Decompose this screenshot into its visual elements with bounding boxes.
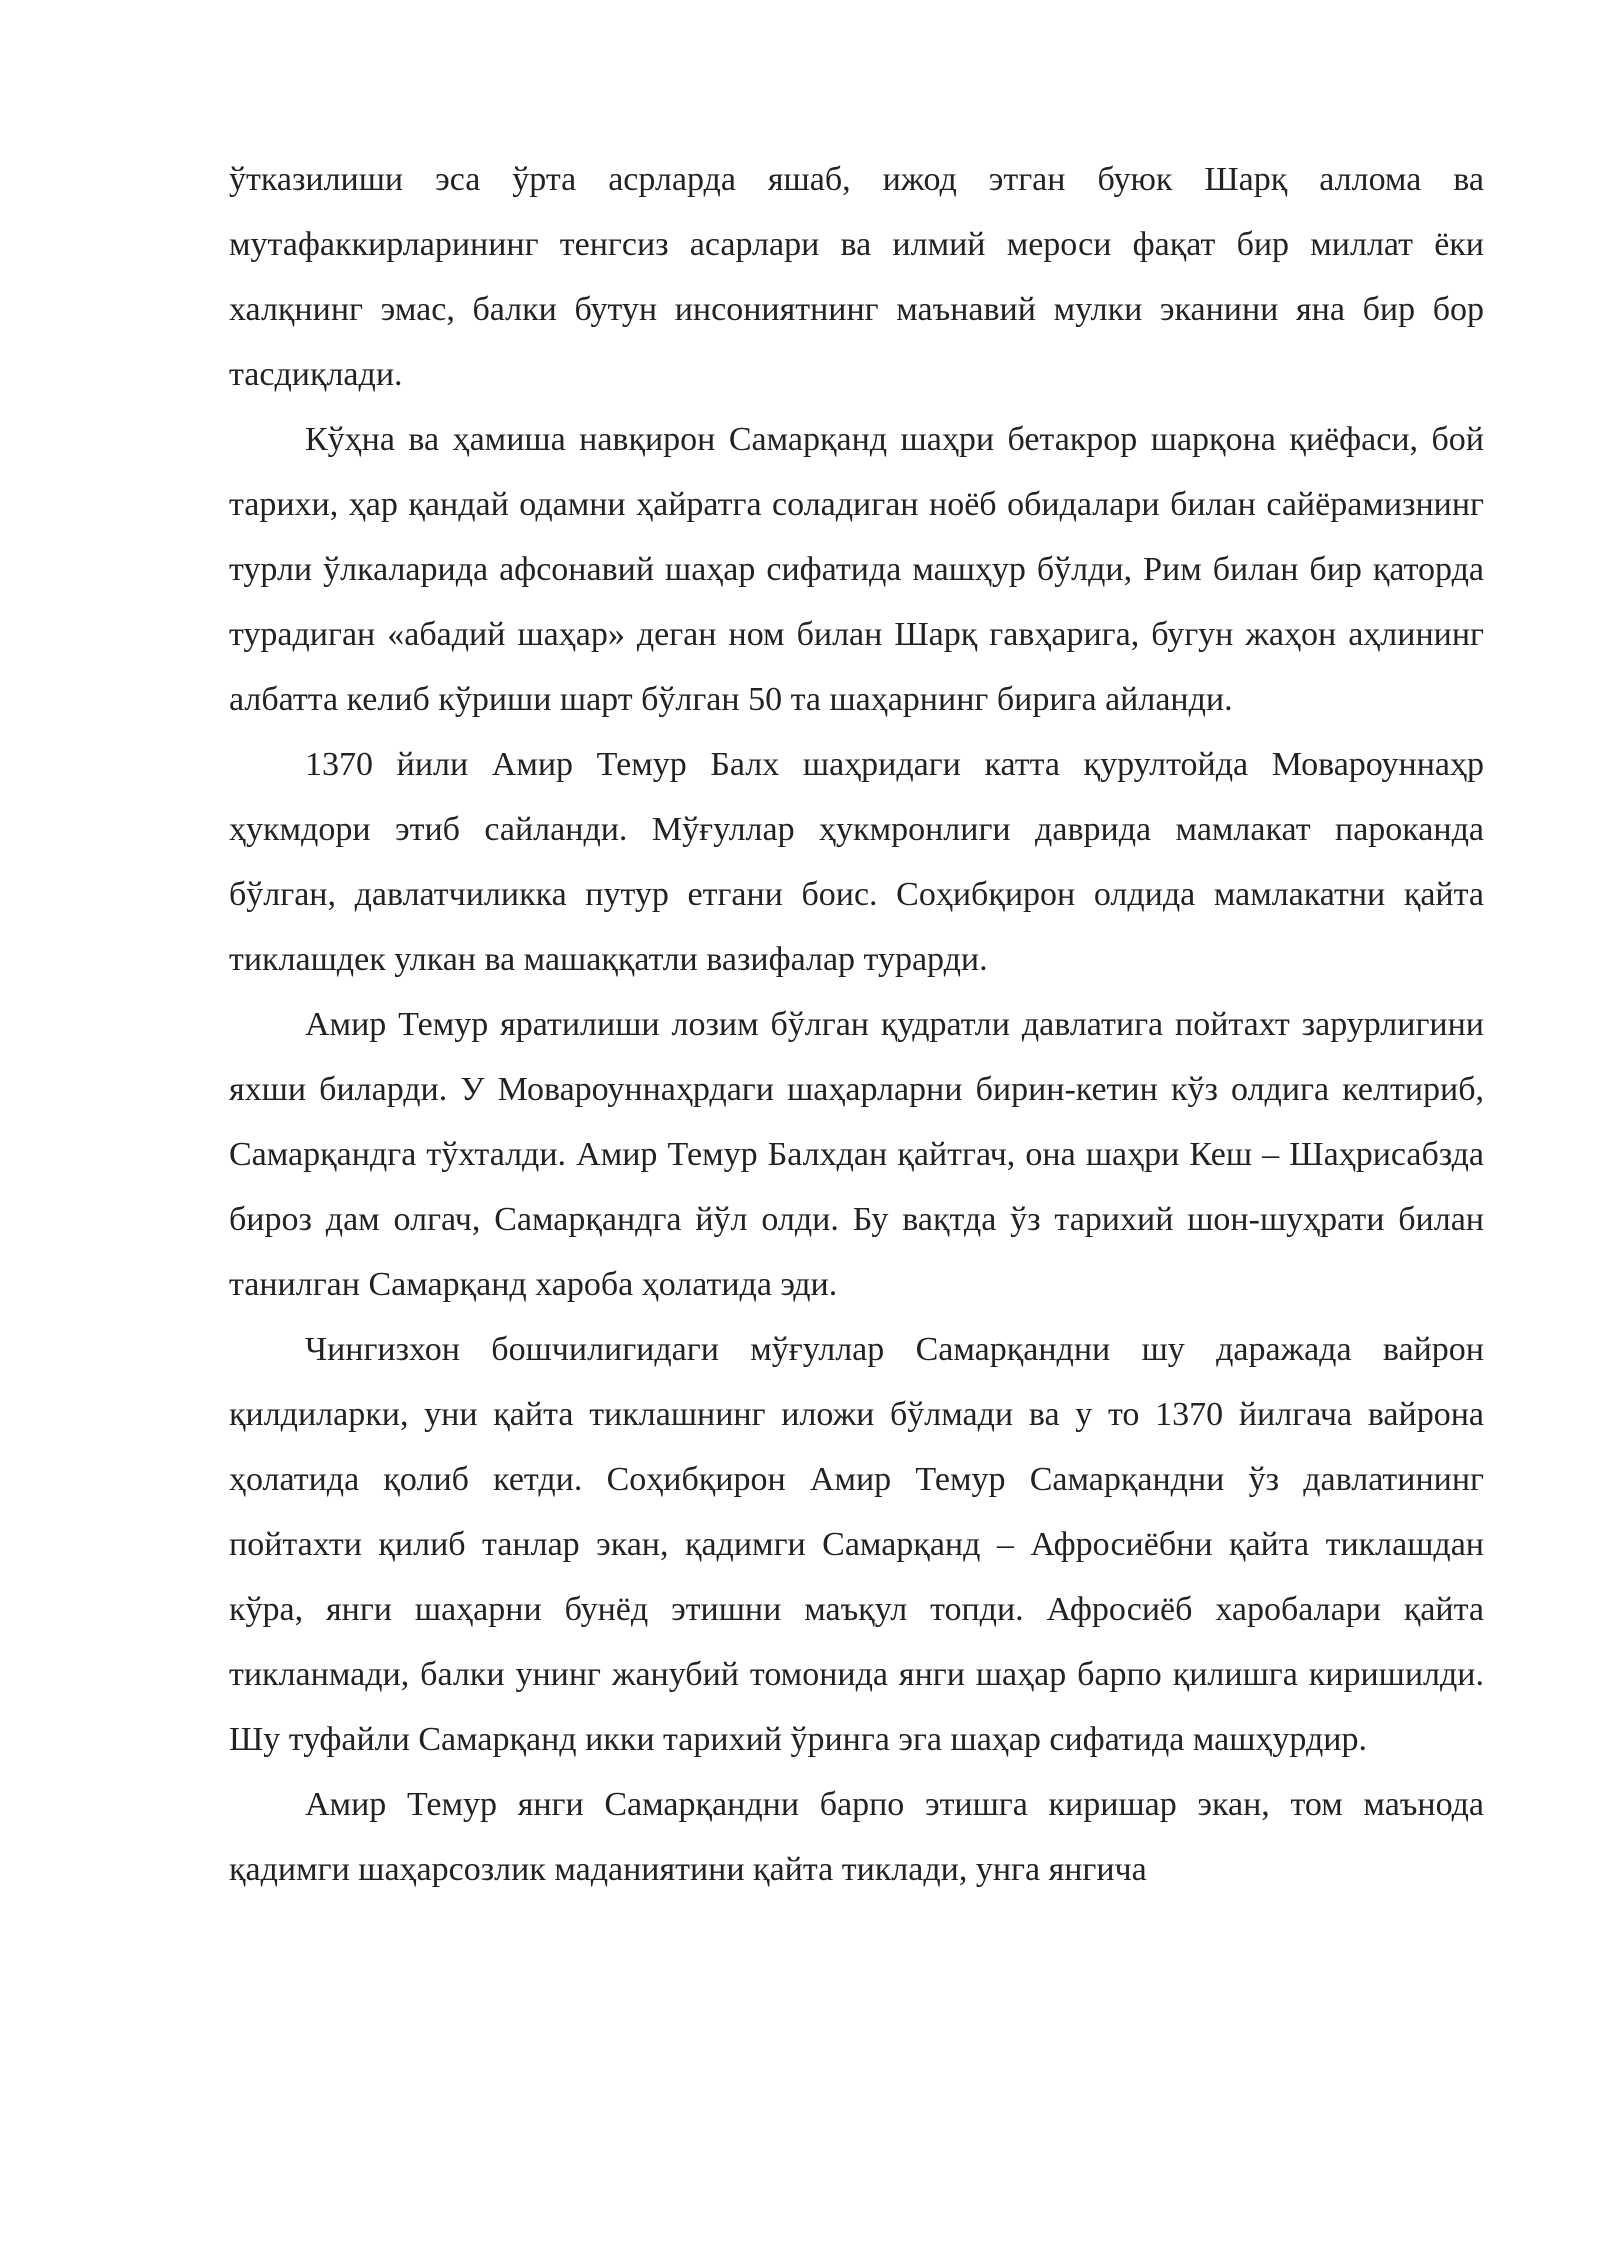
document-body [229, 147, 1484, 1902]
paragraph-3: 1370 йили Амир Темур Балх шаҳридаги катта қурултойда Мовароуннаҳр ҳукмдори этиб сайланди. Мўғуллар ҳукмронлиги даврида мамлакат пароканда бўлган, давлатчиликка путур етгани боис. Соҳибқирон олдида мамлакатни қайта тиклашдек улкан ва машаққатли вазифалар турарди. [229, 746, 1484, 978]
paragraph-5: Чингизхон бошчилигидаги мўғуллар Самарқандни шу даражада вайрон қилдиларки, уни қайта тиклашнинг иложи бўлмади ва у то 1370 йилгача вайрона ҳолатида қолиб кетди. Соҳибқирон Амир Темур Самарқандни ўз давлатининг пойтахти қилиб танлар экан, қадимги Самарқанд – Афросиёбни қайта тиклашдан кўра, янги шаҳарни бунёд этишни маъқул топди. Афросиёб харобалари қайта тикланмади, балки унинг жанубий томонида янги шаҳар барпо қилишга киришилди. Шу туфайли Самарқанд икки тарихий ўринга эга шаҳар сифатида машҳурдир. [229, 1331, 1484, 1758]
paragraph-2: Кўҳна ва ҳамиша навқирон Самарқанд шаҳри бетакрор шарқона қиёфаси, бой тарихи, ҳар қандай одамни ҳайратга соладиган ноёб обидалари билан сайёрамизнинг турли ўлкаларида афсонавий шаҳар сифатида машҳур бўлди, Рим билан бир қаторда турадиган «абадий шаҳар» деган ном билан Шарқ гавҳарига, бугун жаҳон аҳлининг албатта келиб кўриши шарт бўлган 50 та шаҳарнинг бирига айланди. [229, 421, 1484, 718]
paragraph-1: ўтказилиши эса ўрта асрларда яшаб, ижод этган буюк Шарқ аллома ва мутафаккирларининг тенгсиз асарлари ва илмий мероси фақат бир миллат ёки халқнинг эмас, балки бутун инсониятнинг маънавий мулки эканини яна бир бор тасдиқлади. [229, 161, 1484, 393]
paragraph-6: Амир Темур янги Самарқандни барпо этишга киришар экан, том маънода қадимги шаҳарсозлик маданиятини қайта тиклади, унга янгича [229, 1786, 1484, 1888]
paragraph-4: Амир Темур яратилиши лозим бўлган қудратли давлатига пойтахт зарурлигини яхши биларди. У Мовароуннаҳрдаги шаҳарларни бирин-кетин кўз олдига келтириб, Самарқандга тўхталди. Амир Темур Балхдан қайтгач, она шаҳри Кеш – Шаҳрисабзда бироз дам олгач, Самарқандга йўл олди. Бу вақтда ўз тарихий шон-шуҳрати билан танилган Самарқанд хароба ҳолатида эди. [229, 1006, 1484, 1303]
